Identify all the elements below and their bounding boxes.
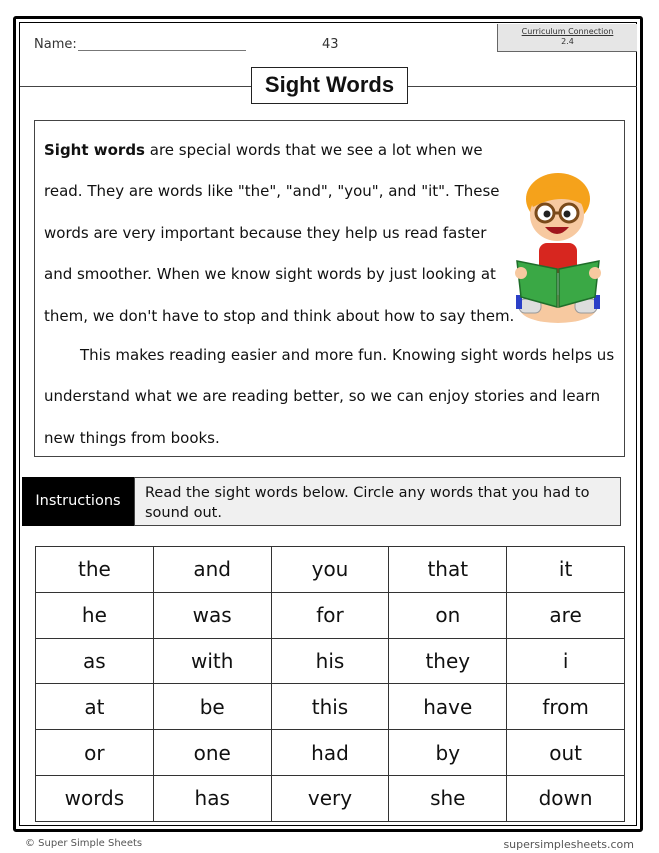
instructions-label: Instructions [22, 477, 134, 526]
word-cell[interactable]: and [153, 547, 271, 593]
table-row [36, 684, 625, 730]
word-cell[interactable]: on [389, 592, 507, 638]
word-cell[interactable]: he [36, 592, 154, 638]
page-number: 43 [322, 37, 339, 52]
word-cell[interactable]: for [271, 592, 389, 638]
instructions-bar [22, 477, 621, 526]
table-row [36, 592, 625, 638]
word-cell[interactable]: at [36, 684, 154, 730]
word-cell[interactable]: was [153, 592, 271, 638]
table-row [36, 730, 625, 776]
passage-paragraph-1-text: are special words that we see a lot when we read. They are words like "the", "and", "you", and "it". These words are very important because they help us read faster and smoother. When we know sight words by just looking at them, we don't have to stop and think about how to say them. [44, 141, 515, 325]
word-cell[interactable]: be [153, 684, 271, 730]
passage-paragraph-2: This makes reading easier and more fun. Knowing sight words helps us understand what we are reading better, so we can enjoy stories and learn new things from books. [44, 346, 615, 447]
name-label: Name: [34, 37, 77, 52]
passage-bold-lead: Sight words [44, 141, 145, 159]
word-cell[interactable]: you [271, 547, 389, 593]
word-cell[interactable]: i [507, 638, 625, 684]
curriculum-connection-title: Curriculum Connection [521, 27, 614, 36]
website-link[interactable]: supersimplesheets.com [503, 838, 634, 851]
word-cell[interactable]: have [389, 684, 507, 730]
table-row [36, 775, 625, 821]
word-cell[interactable]: she [389, 775, 507, 821]
passage-paragraph-1 [44, 130, 519, 337]
word-cell[interactable]: had [271, 730, 389, 776]
word-cell[interactable]: that [389, 547, 507, 593]
word-cell[interactable]: are [507, 592, 625, 638]
word-cell[interactable]: one [153, 730, 271, 776]
sight-words-grid [35, 546, 625, 822]
table-row [36, 638, 625, 684]
word-cell[interactable]: words [36, 775, 154, 821]
copyright-notice: © Super Simple Sheets [25, 838, 143, 849]
page-title: Sight Words [251, 67, 408, 104]
word-cell[interactable]: has [153, 775, 271, 821]
word-cell[interactable]: very [271, 775, 389, 821]
word-cell[interactable]: or [36, 730, 154, 776]
instructions-text: Read the sight words below. Circle any words that you had to sound out. [134, 477, 621, 526]
name-field[interactable] [78, 50, 246, 51]
word-cell[interactable]: from [507, 684, 625, 730]
word-cell[interactable]: it [507, 547, 625, 593]
word-cell[interactable]: down [507, 775, 625, 821]
word-cell[interactable]: with [153, 638, 271, 684]
boy-reading-book-icon [513, 169, 603, 335]
word-cell[interactable]: out [507, 730, 625, 776]
word-cell[interactable]: this [271, 684, 389, 730]
table-row [36, 547, 625, 593]
word-cell[interactable]: they [389, 638, 507, 684]
word-cell[interactable]: as [36, 638, 154, 684]
word-cell[interactable]: his [271, 638, 389, 684]
curriculum-connection-box [497, 24, 637, 52]
word-cell[interactable]: by [389, 730, 507, 776]
reading-passage [34, 120, 625, 457]
word-cell[interactable]: the [36, 547, 154, 593]
curriculum-connection-code: 2.4 [561, 37, 574, 46]
